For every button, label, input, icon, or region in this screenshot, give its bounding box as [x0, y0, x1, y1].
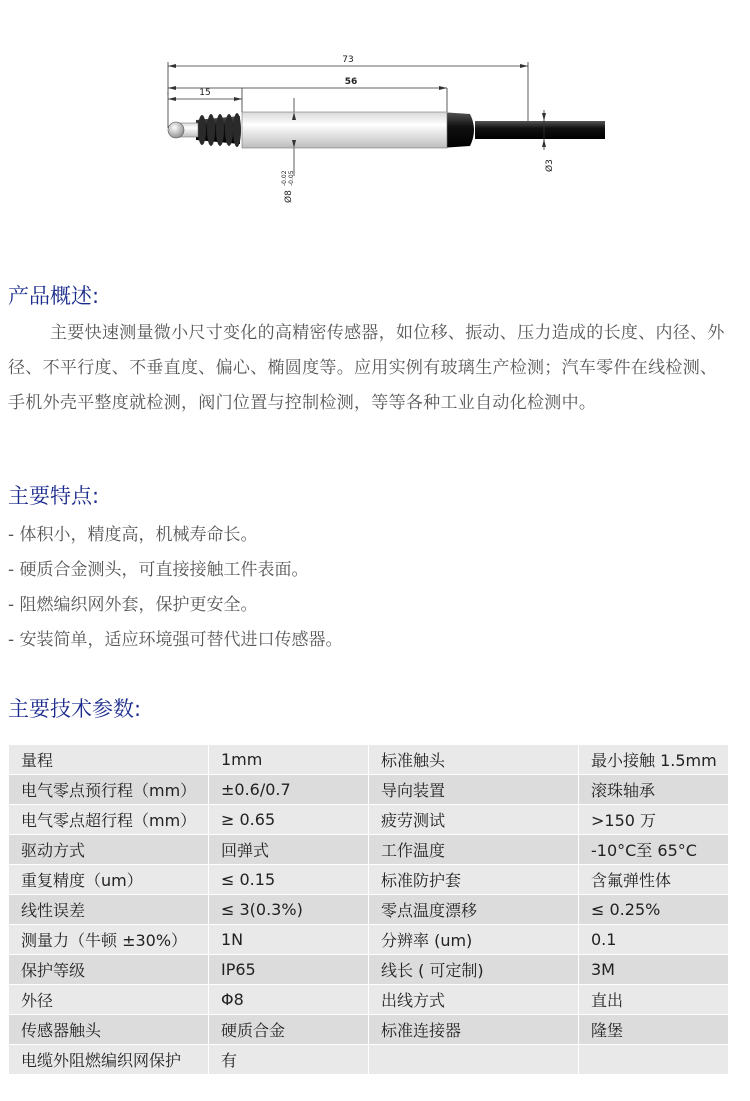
- table-row: [9, 745, 729, 775]
- spec-value: 滚珠轴承: [579, 775, 729, 805]
- spec-name: 导向装置: [369, 775, 579, 805]
- dim-cable-label: Ø3: [545, 159, 555, 172]
- spec-name: 电气零点超行程（mm）: [9, 805, 209, 835]
- spec-value: 1N: [209, 925, 369, 955]
- spec-value: ±0.6/0.7: [209, 775, 369, 805]
- specs-title: 主要技术参数:: [8, 697, 142, 721]
- spec-value: 直出: [579, 985, 729, 1015]
- table-row: [9, 895, 729, 925]
- table-row: [9, 1015, 729, 1045]
- spec-name: 工作温度: [369, 835, 579, 865]
- spec-value: 0.1: [579, 925, 729, 955]
- dim-tip-label: 15: [199, 88, 211, 98]
- spec-name: 电缆外阻燃编织网保护: [9, 1045, 209, 1075]
- feature-item: - 硬质合金测头，可直接接触工件表面。: [8, 560, 309, 580]
- overview-text: 主要快速测量微小尺寸变化的高精密传感器，如位移、振动、压力造成的长度、内径、外径、不平行度、不垂直度、偏心、椭圆度等。应用实例有玻璃生产检测；汽车零件在线检测、手机外壳平整度就检测，阀门位置与控制检测，等等各种工业自动化检测中。: [8, 323, 725, 413]
- spec-name: 重复精度（um）: [9, 865, 209, 895]
- spec-name: 标准连接器: [369, 1015, 579, 1045]
- spec-value: ≤ 0.15: [209, 865, 369, 895]
- table-row: [9, 955, 729, 985]
- spec-table: [8, 744, 729, 1075]
- spec-value: ≤ 3(0.3%): [209, 895, 369, 925]
- feature-item: - 安装简单，适应环境强可替代进口传感器。: [8, 630, 343, 650]
- spec-value: 含氟弹性体: [579, 865, 729, 895]
- spec-name: 外径: [9, 985, 209, 1015]
- spec-name: 电气零点预行程（mm）: [9, 775, 209, 805]
- feature-item: - 体积小，精度高，机械寿命长。: [8, 525, 258, 545]
- spec-name: 零点温度漂移: [369, 895, 579, 925]
- table-row: [9, 985, 729, 1015]
- spec-name: 驱动方式: [9, 835, 209, 865]
- spec-name: 疲劳测试: [369, 805, 579, 835]
- dim-tolerance-lower: -0.05: [288, 170, 295, 186]
- spec-value: 硬质合金: [209, 1015, 369, 1045]
- table-row: [9, 1045, 729, 1075]
- spec-name: 线性误差: [9, 895, 209, 925]
- spec-name: 量程: [9, 745, 209, 775]
- spec-value: 隆堡: [579, 1015, 729, 1045]
- sensor-dimension-drawing: [0, 0, 750, 260]
- spec-value: 最小接触 1.5mm: [579, 745, 729, 775]
- spec-name: 测量力（牛顿 ±30%）: [9, 925, 209, 955]
- spec-name: 分辨率 (um): [369, 925, 579, 955]
- table-row: [9, 775, 729, 805]
- dim-total-label: 73: [342, 55, 354, 65]
- spec-value: ≥ 0.65: [209, 805, 369, 835]
- dim-diameter-label: Ø8: [284, 190, 294, 203]
- features-title: 主要特点:: [8, 484, 100, 508]
- spec-value: 回弹式: [209, 835, 369, 865]
- spec-value: 3M: [579, 955, 729, 985]
- spec-value: [579, 1045, 729, 1075]
- table-row: [9, 865, 729, 895]
- spec-name: 传感器触头: [9, 1015, 209, 1045]
- table-row: [9, 835, 729, 865]
- overview-title: 产品概述:: [8, 284, 100, 308]
- spec-name: [369, 1045, 579, 1075]
- spec-name: 标准防护套: [369, 865, 579, 895]
- table-row: [9, 925, 729, 955]
- spec-name: 保护等级: [9, 955, 209, 985]
- features-list: [8, 518, 343, 658]
- spec-value: Φ8: [209, 985, 369, 1015]
- spec-name: 出线方式: [369, 985, 579, 1015]
- spec-value: -10°C至 65°C: [579, 835, 729, 865]
- table-row: [9, 805, 729, 835]
- spec-value: IP65: [209, 955, 369, 985]
- spec-name: 标准触头: [369, 745, 579, 775]
- dim-body-label: 56: [344, 77, 358, 87]
- dim-tolerance-upper: -0.02: [281, 170, 288, 186]
- spec-value: 有: [209, 1045, 369, 1075]
- spec-name: 线长 ( 可定制): [369, 955, 579, 985]
- spec-value: ≤ 0.25%: [579, 895, 729, 925]
- spec-value: 1mm: [209, 745, 369, 775]
- spec-value: >150 万: [579, 805, 729, 835]
- feature-item: - 阻燃编织网外套，保护更安全。: [8, 595, 258, 615]
